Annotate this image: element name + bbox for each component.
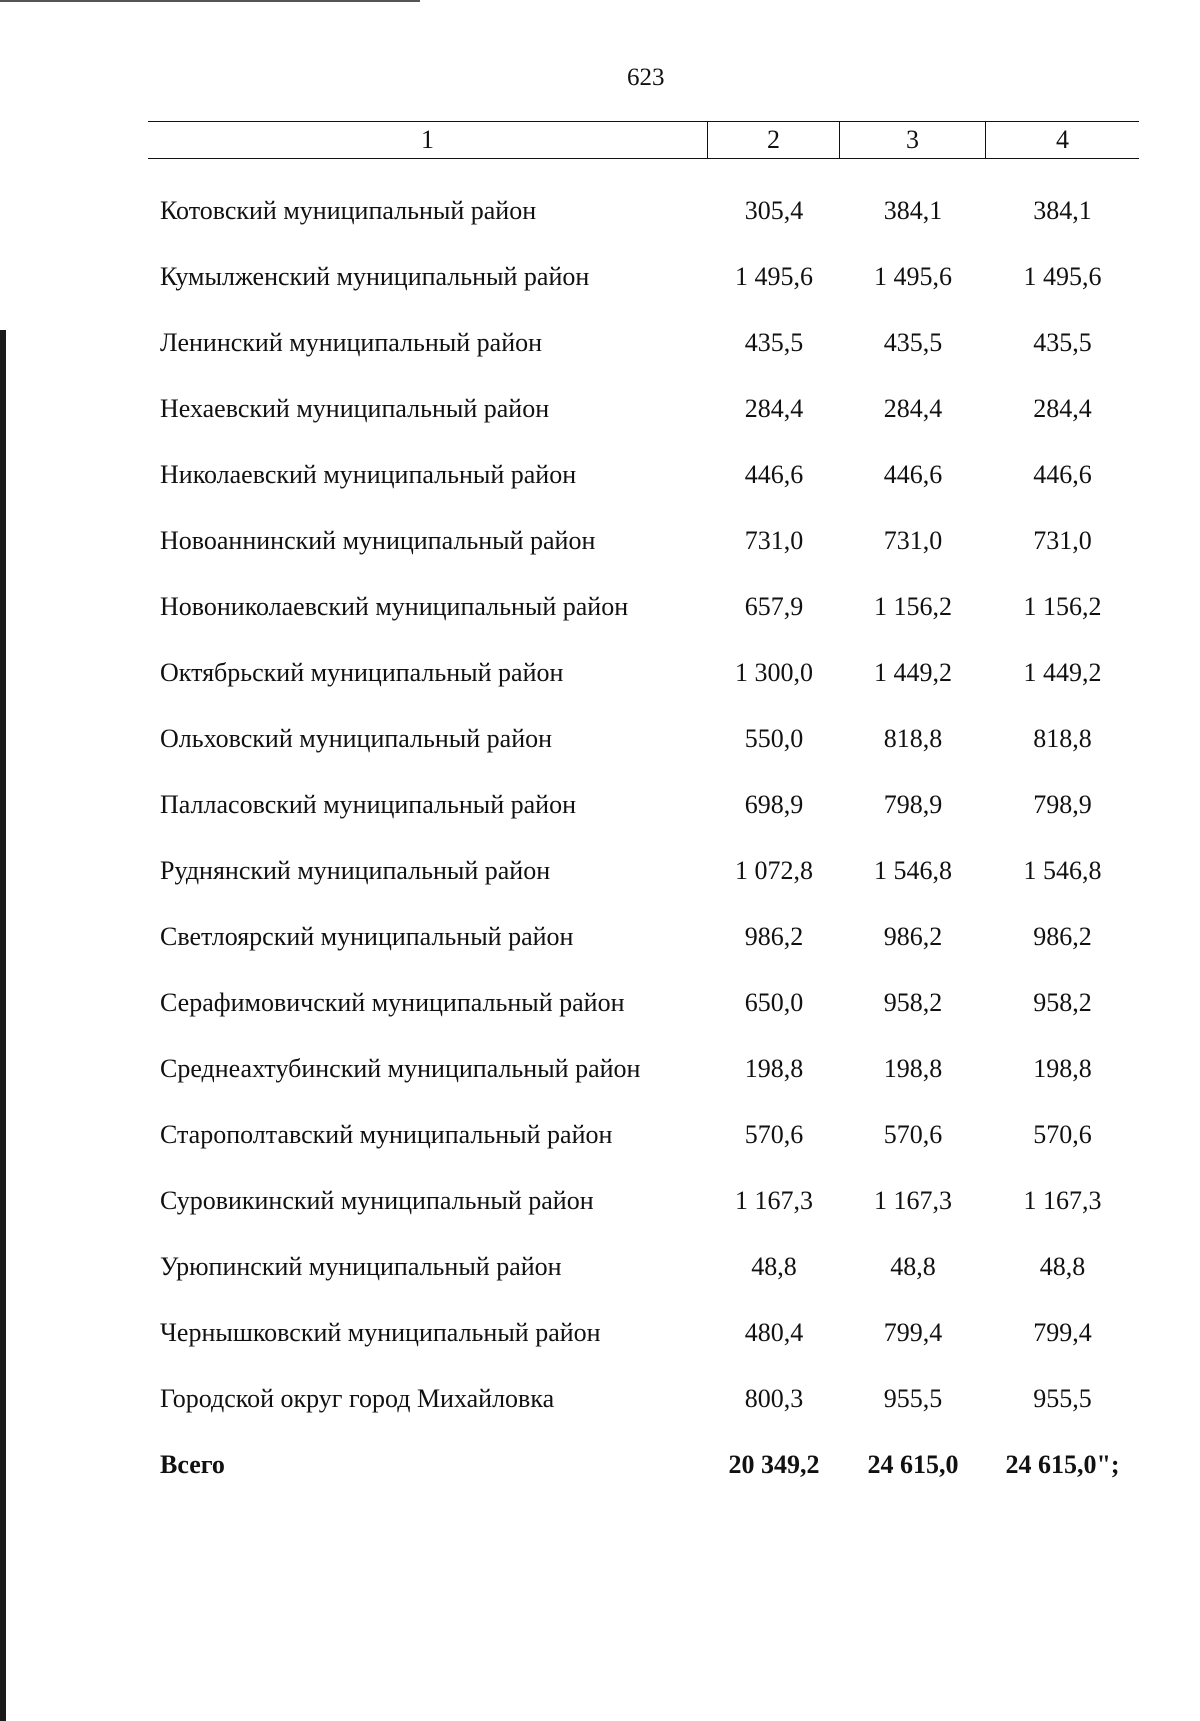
value-col-4: 799,4 [1033,1318,1092,1347]
table-row [148,508,1139,574]
table-row [148,244,1139,310]
value-col-2: 284,4 [744,394,804,423]
value-col-2: 550,0 [744,724,804,753]
value-col-4: 435,5 [1033,328,1092,357]
district-name: Ленинский муниципальный район [160,328,543,357]
district-name: Суровикинский муниципальный район [160,1186,594,1215]
table-header [148,121,1139,159]
value-col-2: 986,2 [744,922,804,951]
table-row [148,310,1139,376]
table-row [148,376,1139,442]
district-name: Руднянский муниципальный район [160,856,551,885]
table-row [148,1366,1139,1432]
table-row [148,442,1139,508]
district-name: Николаевский муниципальный район [160,460,577,489]
value-col-3: 48,8 [890,1252,936,1281]
value-col-2: 1 495,6 [735,262,813,291]
value-col-2: 48,8 [751,1252,797,1281]
value-col-4: 570,6 [1033,1120,1092,1149]
header-col-2: 2 [708,122,840,158]
district-name: Новоаннинский муниципальный район [160,526,596,555]
value-col-4: 446,6 [1033,460,1092,489]
table-row [148,574,1139,640]
district-name: Чернышковский муниципальный район [160,1318,601,1347]
header-col-4: 4 [1056,125,1069,154]
table-row [148,904,1139,970]
value-col-2: 731,0 [744,526,804,555]
value-col-3: 731,0 [883,526,943,555]
value-col-3: 818,8 [883,724,943,753]
value-col-2: 1 300,0 [735,658,813,687]
value-col-3: 986,2 [883,922,943,951]
value-col-2: 480,4 [744,1318,804,1347]
value-col-2: 20 349,2 [728,1450,820,1479]
value-col-3: 798,9 [883,790,943,819]
value-col-3: 1 167,3 [874,1186,952,1215]
district-name: Ольховский муниципальный район [160,724,553,753]
table-body [148,178,1139,1498]
value-col-3: 446,6 [883,460,943,489]
district-name: Котовский муниципальный район [160,196,537,225]
header-col-1: 1 [148,122,708,158]
table-row [148,1234,1139,1300]
value-col-2: 657,9 [744,592,804,621]
table-row [148,640,1139,706]
value-col-3: 1 156,2 [874,592,952,621]
value-col-4: 958,2 [1033,988,1092,1017]
district-name: Палласовский муниципальный район [160,790,576,819]
table-row [148,1102,1139,1168]
total-label: Всего [160,1450,225,1479]
value-col-4: 955,5 [1033,1384,1092,1413]
value-col-2: 800,3 [744,1384,804,1413]
value-col-4: 1 449,2 [1023,658,1102,687]
value-col-4: 986,2 [1033,922,1092,951]
value-col-3: 1 546,8 [874,856,952,885]
district-name: Серафимовичский муниципальный район [160,988,625,1017]
value-col-4: 1 156,2 [1023,592,1102,621]
header-col-3: 3 [840,122,986,158]
district-name: Старополтавский муниципальный район [160,1120,613,1149]
value-col-2: 698,9 [744,790,804,819]
value-col-3: 198,8 [883,1054,943,1083]
table-row [148,706,1139,772]
table-row [148,1300,1139,1366]
district-name: Новониколаевский муниципальный район [160,592,629,621]
value-col-4: 48,8 [1039,1252,1086,1281]
table-row [148,1036,1139,1102]
value-col-3: 570,6 [883,1120,943,1149]
value-col-2: 435,5 [744,328,804,357]
page-number: 623 [627,64,665,91]
scan-edge-top [0,0,420,2]
value-col-3: 24 615,0 [867,1450,959,1479]
value-col-2: 198,8 [744,1054,804,1083]
value-col-3: 958,2 [883,988,943,1017]
value-col-3: 1 449,2 [874,658,952,687]
value-col-4: 1 546,8 [1023,856,1102,885]
table-row [148,1168,1139,1234]
value-col-4: 284,4 [1033,394,1092,423]
district-name: Среднеахтубинский муниципальный район [160,1054,641,1083]
district-name: Городской округ город Михайловка [160,1384,555,1413]
value-col-3: 955,5 [883,1384,943,1413]
value-col-2: 1 072,8 [735,856,813,885]
value-col-4: 798,9 [1033,790,1092,819]
value-col-4: 1 495,6 [1023,262,1102,291]
value-col-2: 650,0 [744,988,804,1017]
value-col-3: 799,4 [883,1318,943,1347]
value-col-3: 384,1 [883,196,943,225]
district-name: Светлоярский муниципальный район [160,922,574,951]
value-col-3: 1 495,6 [874,262,952,291]
value-col-4: 24 615,0"; [1005,1450,1120,1479]
value-col-2: 570,6 [744,1120,804,1149]
scan-edge-left [0,330,6,1721]
value-col-4: 1 167,3 [1023,1186,1102,1215]
district-name: Нехаевский муниципальный район [160,394,550,423]
total-row [148,1432,1139,1498]
value-col-4: 731,0 [1033,526,1092,555]
value-col-2: 305,4 [744,196,804,225]
value-col-3: 435,5 [883,328,943,357]
district-name: Кумылженский муниципальный район [160,262,590,291]
value-col-2: 1 167,3 [735,1186,813,1215]
value-col-4: 198,8 [1033,1054,1092,1083]
value-col-4: 818,8 [1033,724,1092,753]
table-row [148,970,1139,1036]
value-col-2: 446,6 [744,460,804,489]
value-col-4: 384,1 [1033,196,1092,225]
district-name: Октябрьский муниципальный район [160,658,564,687]
table-row [148,178,1139,244]
value-col-3: 284,4 [883,394,943,423]
table-row [148,772,1139,838]
table-row [148,838,1139,904]
district-name: Урюпинский муниципальный район [160,1252,562,1281]
